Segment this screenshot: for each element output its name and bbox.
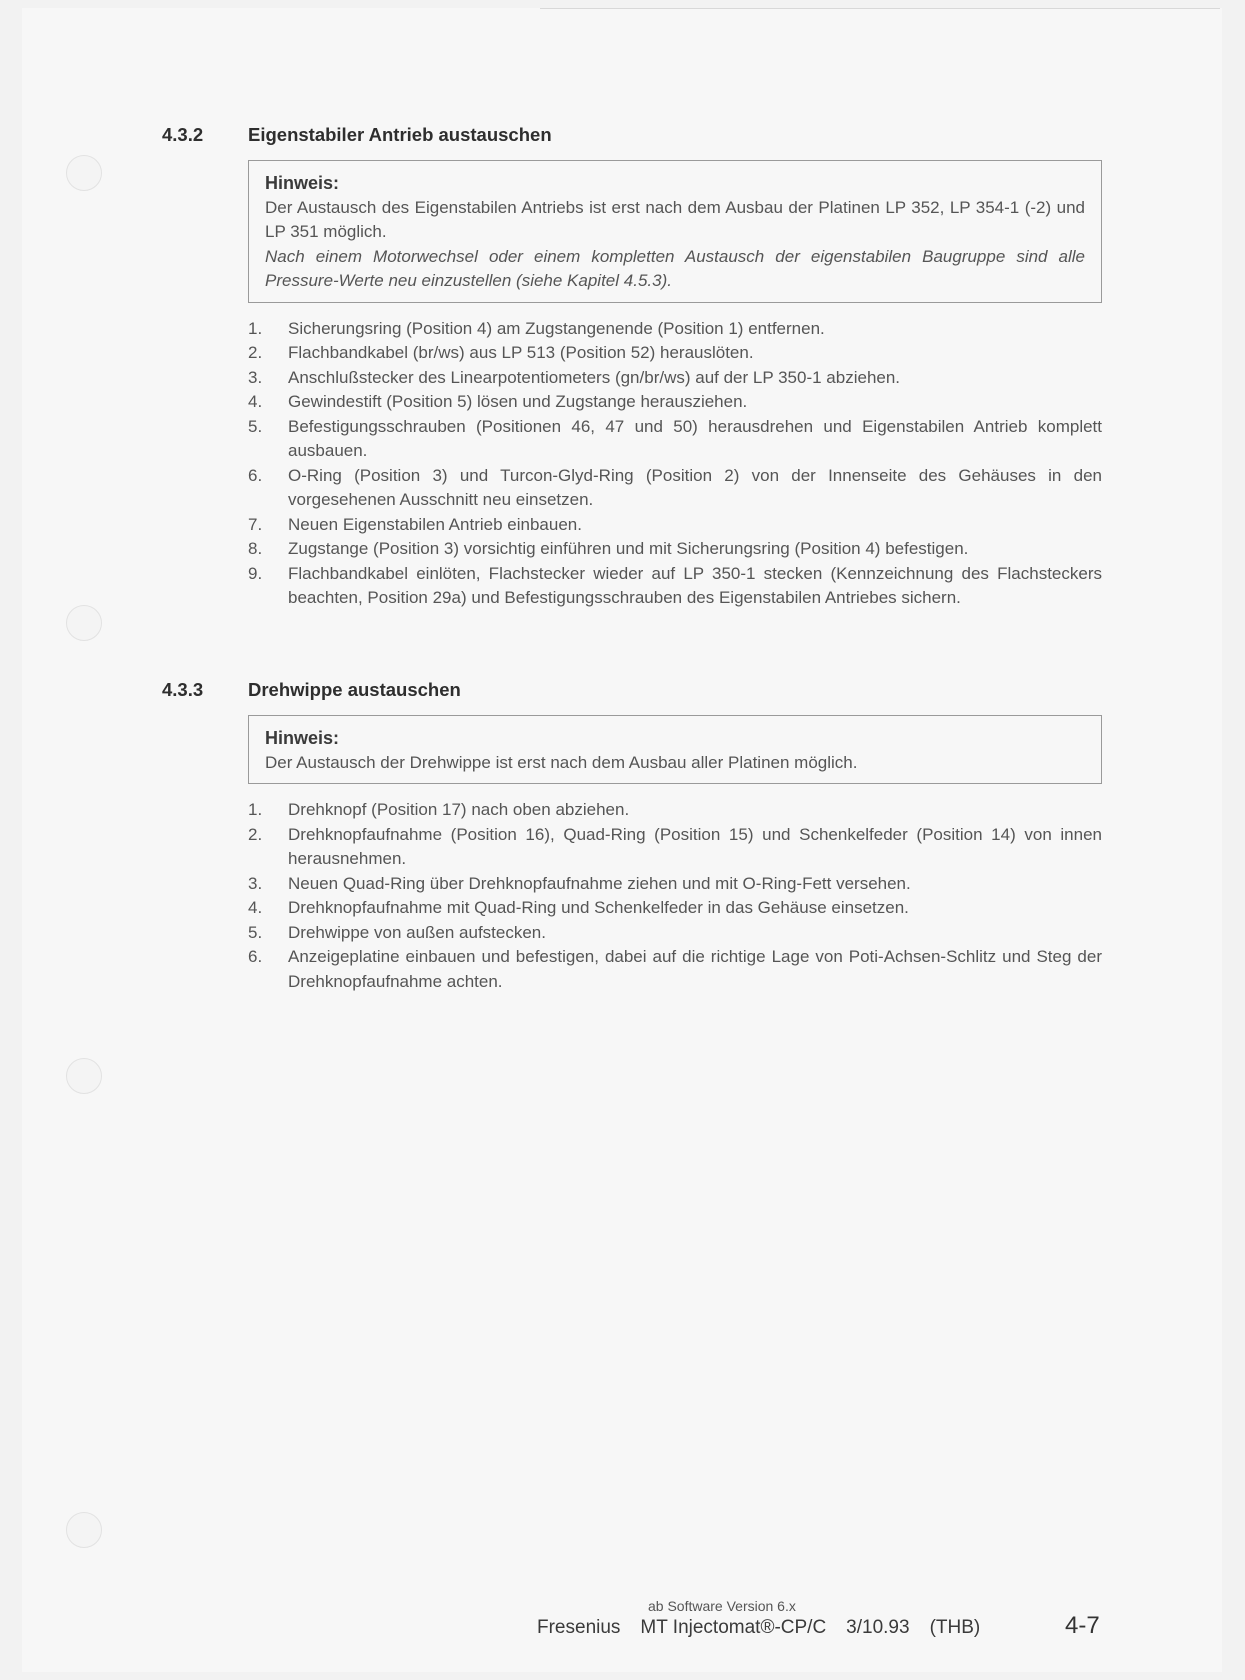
step-number: 5. [248,416,263,436]
note-italic-text: Nach einem Motorwechsel oder einem kompletten Austausch der eigenstabilen Baugruppe sind alle Pressure-Werte neu einzustellen (siehe Kapitel 4.5.3). [265,246,1085,290]
step-number: 6. [248,465,263,485]
footer-date: 3/10.93 [846,1617,910,1638]
step-list [248,317,1102,611]
step-number: 7. [248,514,263,534]
footer-product: MT Injectomat®-CP/C [640,1617,827,1638]
list-item [248,798,1102,823]
list-item [248,341,1102,366]
list-item [248,872,1102,897]
footer [537,1617,980,1639]
list-item [248,537,1102,562]
step-text: Zugstange (Position 3) vorsichtig einführen und mit Sicherungsring (Position 4) befestigen. [288,539,969,558]
step-text: Neuen Quad-Ring über Drehknopfaufnahme ziehen und mit O-Ring-Fett versehen. [288,873,911,893]
step-number: 2. [248,343,263,362]
note-text: Der Austausch der Drehwippe ist erst nach dem Ausbau aller Platinen möglich. [265,752,858,772]
footer-company: Fresenius [537,1617,621,1638]
list-item [248,464,1102,513]
step-text: O-Ring (Position 3) und Turcon-Glyd-Ring (Position 2) von der Innenseite des Gehäuses in den vorgesehenen Ausschnitt neu einsetzen. [288,465,1102,509]
step-text: Anschlußstecker des Linearpotentiometers (gn/br/ws) auf der LP 350-1 abziehen. [288,367,901,387]
section-number: 4.3.2 [162,124,204,145]
section-4-3-2 [162,124,1102,611]
step-text: Flachbandkabel einlöten, Flachstecker wieder auf LP 350-1 stecken (Kennzeichnung des Flachsteckers beachten, Position 29a) und Befestigungsschrauben des Eigenstabilen Antriebes sichern. [288,563,1102,607]
section-4-3-3 [162,679,1102,994]
software-version: ab Software Version 6.x [648,1598,796,1614]
list-item [248,390,1102,415]
section-title: Eigenstabiler Antrieb austauschen [248,124,552,145]
scan-top-line [540,8,1220,9]
list-item [248,415,1102,464]
note-text: Der Austausch des Eigenstabilen Antriebs ist erst nach dem Ausbau der Platinen LP 352, LP 354-1 (-2) und LP 351 möglich. [265,197,1085,241]
section-number: 4.3.3 [162,679,204,700]
note-box [248,715,1102,784]
note-title: Hinweis: [265,173,340,193]
step-text: Drehwippe von außen aufstecken. [288,922,546,942]
step-number: 6. [248,947,263,966]
step-list [248,798,1102,994]
note-box [248,160,1102,303]
list-item [248,513,1102,538]
punch-hole [66,1058,102,1094]
punch-hole [66,1512,102,1548]
list-item [248,945,1102,994]
step-number: 8. [248,539,263,558]
step-text: Drehknopfaufnahme (Position 16), Quad-Ring (Position 15) und Schenkelfeder (Position 14) von innen herausnehmen. [288,824,1102,868]
step-number: 3. [248,873,263,893]
list-item [248,317,1102,342]
note-title: Hinweis: [265,728,340,748]
section-heading [162,679,1102,701]
list-item [248,562,1102,611]
step-number: 9. [248,563,263,583]
list-item [248,366,1102,391]
step-number: 3. [248,367,263,387]
step-number: 2. [248,824,263,844]
step-number: 1. [248,800,263,819]
step-text: Neuen Eigenstabilen Antrieb einbauen. [288,514,582,534]
step-text: Flachbandkabel (br/ws) aus LP 513 (Position 52) herauslöten. [288,343,754,362]
step-text: Drehknopf (Position 17) nach oben abziehen. [288,800,630,819]
step-text: Drehknopfaufnahme mit Quad-Ring und Schenkelfeder in das Gehäuse einsetzen. [288,898,909,917]
step-text: Befestigungsschrauben (Positionen 46, 47 und 50) herausdrehen und Eigenstabilen Antrieb komplett ausbauen. [288,416,1102,460]
step-text: Sicherungsring (Position 4) am Zugstangenende (Position 1) entfernen. [288,318,825,338]
list-item [248,823,1102,872]
step-number: 4. [248,392,263,411]
list-item [248,921,1102,946]
footer-author: (THB) [929,1617,981,1638]
punch-hole [66,155,102,191]
step-text: Gewindestift (Position 5) lösen und Zugstange herausziehen. [288,392,748,411]
step-text: Anzeigeplatine einbauen und befestigen, dabei auf die richtige Lage von Poti-Achsen-Schlitz und Steg der Drehknopfaufnahme achten. [288,947,1102,991]
punch-hole [66,605,102,641]
step-number: 4. [248,898,263,917]
step-number: 1. [248,318,263,338]
step-number: 5. [248,922,263,942]
list-item [248,896,1102,921]
section-heading [162,124,1102,146]
page-number: 4-7 [1065,1612,1100,1639]
section-title: Drehwippe austauschen [248,679,461,700]
